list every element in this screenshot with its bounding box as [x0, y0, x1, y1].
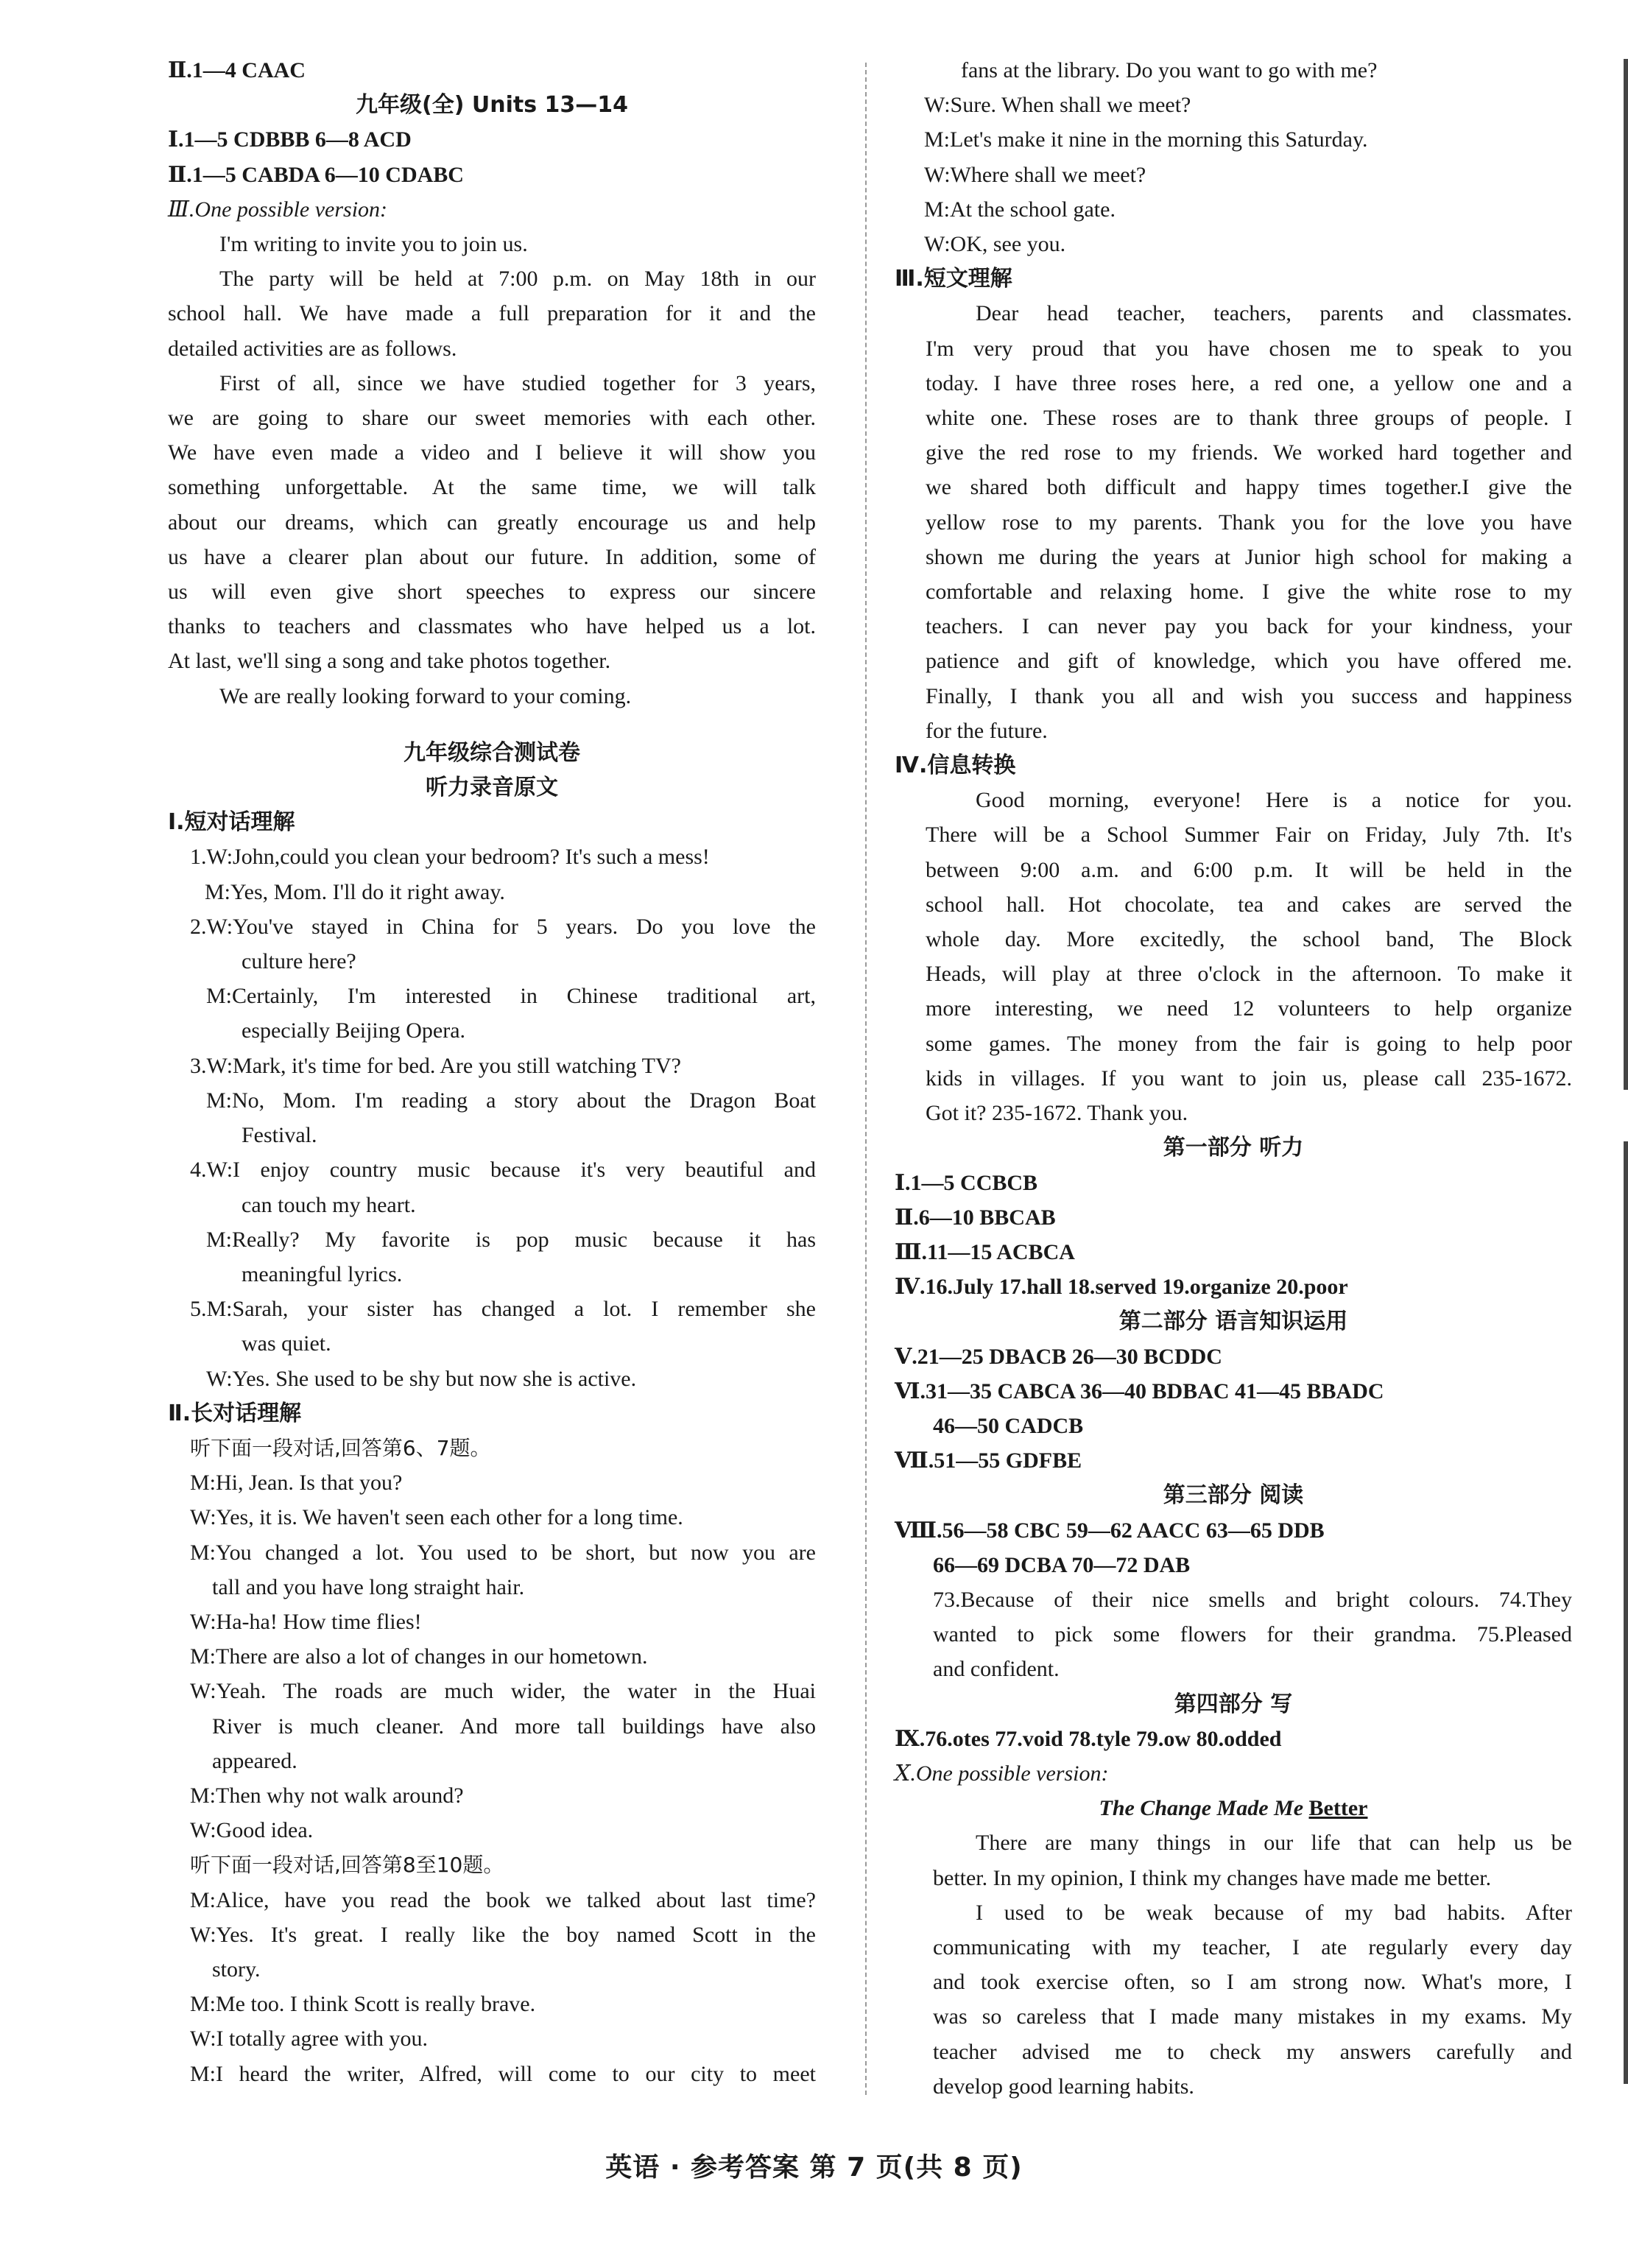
right-column [895, 53, 1572, 2104]
passage-line: school hall. Hot chocolate, tea and cakes are served the [926, 892, 1572, 917]
dialogue-line: W:Where shall we meet? [924, 162, 1146, 187]
essay-line: We have even made a video and I believe it will show you [168, 440, 816, 465]
passage-line: kids in villages. If you want to join us, please call 235-1672. [926, 1066, 1572, 1091]
essay-line: There are many things in our life that can help us be [976, 1831, 1572, 1856]
dialogue-line: 4.W:I enjoy country music because it's very beautiful and [190, 1158, 816, 1183]
essay-line: The party will be held at 7:00 p.m. on May 18th in our [219, 267, 816, 292]
dialogue-line: M:Let's make it nine in the morning this Saturday. [924, 127, 1368, 152]
essay-line: teacher advised me to check my answers carefully and [933, 2039, 1572, 2064]
passage-line: whole day. More excitedly, the school band, The Block [926, 927, 1572, 952]
answer-line: Ⅰ.1—5 CCBCB [895, 1170, 1038, 1195]
essay-line: and took exercise often, so I am strong now. What's more, I [933, 1970, 1572, 1995]
section-heading: 第一部分 听力 [1163, 1135, 1304, 1161]
answer-line: 46—50 CADCB [933, 1413, 1084, 1438]
dialogue-line: M:Alice, have you read the book we talked about last time? [190, 1887, 816, 1912]
section-heading: 九年级综合测试卷 [404, 739, 580, 766]
answer-line: Ⅱ.1—4 CAAC [168, 58, 306, 82]
dialogue-line: W:OK, see you. [924, 232, 1066, 257]
dialogue-line: M:Me too. I think Scott is really brave. [190, 1992, 536, 2017]
dialogue-line: M:Really? My favorite is pop music because it has [206, 1227, 816, 1252]
answer-line: Ⅰ.1—5 CDBBB 6—8 ACD [168, 127, 412, 152]
dialogue-line: W:Yeah. The roads are much wider, the water in the Huai [190, 1679, 816, 1704]
answer-line: Ⅱ.6—10 BBCAB [895, 1205, 1056, 1230]
left-column [168, 53, 816, 2091]
answer-line: Ⅸ.76.otes 77.void 78.tyle 79.ow 80.odded [895, 1726, 1282, 1751]
dialogue-line: fans at the library. Do you want to go with me? [961, 58, 1378, 82]
essay-line: we are going to share our sweet memories with each other. [168, 406, 816, 431]
passage-line: Dear head teacher, teachers, parents and classmates. [976, 301, 1572, 326]
dialogue-line: M:I heard the writer, Alfred, will come to our city to meet [190, 2061, 816, 2086]
essay-line: detailed activities are as follows. [168, 336, 457, 361]
essay-title-text: The Change Made Me [1099, 1796, 1309, 1821]
dialogue-line: tall and you have long straight hair. [212, 1574, 525, 1599]
essay-label: Ⅲ.One possible version: [168, 197, 388, 222]
section-heading: 第三部分 阅读 [1163, 1482, 1304, 1509]
passage-line: Heads, will play at three o'clock in the afternoon. To make it [926, 962, 1572, 987]
essay-line: I'm writing to invite you to join us. [219, 232, 528, 257]
essay-label: Ⅹ.One possible version: [895, 1761, 1109, 1786]
answer-line: Ⅴ.21—25 DBACB 26—30 BCDDC [895, 1344, 1222, 1369]
part-heading: Ⅳ.信息转换 [895, 753, 1016, 779]
passage-line: Got it? 235-1672. Thank you. [926, 1101, 1188, 1126]
dialogue-line: appeared. [212, 1748, 297, 1773]
dialogue-line: W:Ha-ha! How time flies! [190, 1609, 422, 1634]
essay-line: something unforgettable. At the same time, we will talk [168, 475, 816, 500]
essay-line: First of all, since we have studied together for 3 years, [219, 370, 816, 395]
dialogue-line: M:You changed a lot. You used to be short, but now you are [190, 1540, 816, 1565]
dialogue-line: story. [212, 1957, 261, 1982]
column-divider [865, 63, 867, 2095]
instruction-line: 听下面一段对话,回答第8至10题。 [190, 1853, 504, 1878]
dialogue-line: meaningful lyrics. [242, 1261, 403, 1286]
answer-line: Ⅱ.1—5 CABDA 6—10 CDABC [168, 162, 464, 187]
answer-line: and confident. [933, 1657, 1060, 1682]
dialogue-line: M:No, Mom. I'm reading a story about the Dragon Boat [206, 1088, 816, 1113]
dialogue-line: W:Yes. She used to be shy but now she is active. [206, 1366, 637, 1391]
edge-marker [1624, 1141, 1628, 2084]
essay-line: develop good learning habits. [933, 2074, 1194, 2099]
answer-line: Ⅷ.56—58 CBC 59—62 AACC 63—65 DDB [895, 1518, 1325, 1543]
dialogue-line: culture here? [242, 949, 356, 974]
answer-line: Ⅲ.11—15 ACBCA [895, 1239, 1075, 1264]
passage-line: between 9:00 a.m. and 6:00 p.m. It will be held in the [926, 857, 1572, 882]
answer-line: wanted to pick some flowers for their grandma. 75.Pleased [933, 1622, 1572, 1647]
passage-line: I'm very proud that you have chosen me to speak to you [926, 336, 1572, 361]
part-heading: Ⅰ.短对话理解 [168, 809, 295, 836]
essay-line: was so careless that I made many mistakes in my exams. My [933, 2004, 1572, 2029]
essay-line: thanks to teachers and classmates who have helped us a lot. [168, 614, 816, 639]
dialogue-line: M:Then why not walk around? [190, 1783, 464, 1808]
page-footer: 英语 · 参考答案 第 7 页(共 8 页) [605, 2152, 1023, 2183]
part-heading: Ⅱ.长对话理解 [168, 1400, 302, 1426]
edge-marker [1624, 59, 1628, 1090]
instruction-line: 听下面一段对话,回答第6、7题。 [190, 1435, 491, 1460]
passage-line: white one. These roses are to thank three groups of people. I [926, 406, 1572, 431]
essay-line: better. In my opinion, I think my changes have made me better. [933, 1865, 1492, 1890]
essay-title-emphasis: Better [1308, 1796, 1368, 1821]
dialogue-line: W:Yes, it is. We haven't seen each other for a long time. [190, 1505, 683, 1530]
essay-title [895, 1791, 1572, 1825]
passage-line: yellow rose to my parents. Thank you for the love you have [926, 510, 1572, 535]
answer-line: 73.Because of their nice smells and bright colours. 74.They [933, 1587, 1572, 1612]
essay-line: about our dreams, which can greatly encourage us and help [168, 510, 816, 535]
dialogue-line: 5.M:Sarah, your sister has changed a lot. I remember she [190, 1297, 816, 1322]
dialogue-line: 1.W:John,could you clean your bedroom? It's such a mess! [190, 845, 710, 870]
part-heading: Ⅲ.短文理解 [895, 266, 1012, 292]
dialogue-line: M:At the school gate. [924, 197, 1116, 222]
dialogue-line: M:Yes, Mom. I'll do it right away. [205, 879, 505, 904]
passage-line: more interesting, we need 12 volunteers to help organize [926, 996, 1572, 1021]
passage-line: we shared both difficult and happy times together.I give the [926, 475, 1572, 500]
section-heading: 九年级(全) Units 13—14 [355, 92, 628, 119]
dialogue-line: 2.W:You've stayed in China for 5 years. Do you love the [190, 914, 816, 939]
passage-line: patience and gift of knowledge, which you have offered me. [926, 649, 1572, 674]
section-heading: 第二部分 语言知识运用 [1118, 1309, 1348, 1335]
essay-line: school hall. We have made a full preparation for it and the [168, 301, 816, 326]
passage-line: Finally, I thank you all and wish you success and happiness [926, 683, 1572, 708]
passage-line: comfortable and relaxing home. I give the white rose to my [926, 580, 1572, 605]
dialogue-line: M:Hi, Jean. Is that you? [190, 1471, 403, 1496]
section-subheading: 听力录音原文 [426, 775, 558, 801]
dialogue-line: M:Certainly, I'm interested in Chinese traditional art, [206, 984, 816, 1009]
passage-line: teachers. I can never pay you back for your kindness, your [926, 614, 1572, 639]
dialogue-line: M:There are also a lot of changes in our hometown. [190, 1644, 648, 1669]
answer-line: Ⅵ.31—35 CABCA 36—40 BDBAC 41—45 BBADC [895, 1378, 1384, 1404]
dialogue-line: especially Beijing Opera. [242, 1018, 466, 1043]
dialogue-line: Festival. [242, 1123, 317, 1148]
answer-line: Ⅳ.16.July 17.hall 18.served 19.organize 20.poor [895, 1275, 1348, 1300]
essay-line: us have a clearer plan about our future. In addition, some of [168, 544, 816, 569]
passage-line: for the future. [926, 718, 1048, 743]
dialogue-line: W:Good idea. [190, 1818, 314, 1843]
passage-line: give the red rose to my friends. We worked hard together and [926, 440, 1572, 465]
essay-line: I used to be weak because of my bad habits. After [976, 1900, 1572, 1925]
essay-line: At last, we'll sing a song and take photos together. [168, 649, 611, 674]
essay-line: We are really looking forward to your coming. [219, 683, 632, 708]
answer-line: 66—69 DCBA 70—72 DAB [933, 1552, 1191, 1577]
dialogue-line: can touch my heart. [242, 1192, 416, 1217]
dialogue-line: W:I totally agree with you. [190, 2026, 428, 2052]
passage-line: Good morning, everyone! Here is a notice for you. [976, 788, 1572, 813]
dialogue-line: 3.W:Mark, it's time for bed. Are you still watching TV? [190, 1053, 681, 1078]
dialogue-line: W:Yes. It's great. I really like the boy named Scott in the [190, 1922, 816, 1947]
section-heading: 第四部分 写 [1174, 1691, 1293, 1717]
answer-line: Ⅶ.51—55 GDFBE [895, 1448, 1082, 1473]
passage-line: shown me during the years at Junior high school for making a [926, 544, 1572, 569]
essay-line: us will even give short speeches to express our sincere [168, 580, 816, 605]
dialogue-line: W:Sure. When shall we meet? [924, 93, 1191, 118]
passage-line: There will be a School Summer Fair on Friday, July 7th. It's [926, 823, 1572, 848]
essay-line: communicating with my teacher, I ate regularly every day [933, 1934, 1572, 1959]
dialogue-line: was quiet. [242, 1331, 331, 1356]
passage-line: some games. The money from the fair is going to help poor [926, 1031, 1572, 1056]
dialogue-line: River is much cleaner. And more tall buildings have also [212, 1714, 816, 1739]
passage-line: today. I have three roses here, a red one, a yellow one and a [926, 370, 1572, 395]
